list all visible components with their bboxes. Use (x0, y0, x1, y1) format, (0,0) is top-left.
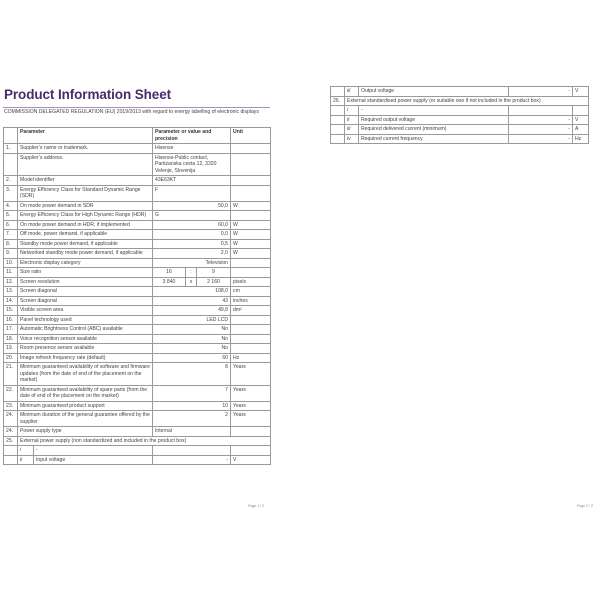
row-parameter: Off mode, power demand, if applicable (18, 230, 153, 240)
row-unit (231, 144, 271, 154)
row-parameter: Minimum guaranteed availability of software and firmware updates (from the date of end of the placement on the market) (18, 363, 153, 386)
row-unit (231, 334, 271, 344)
regulation-subtitle: COMMISSION DELEGATED REGULATION (EU) 2019/2013 with regard to energy labelling of electronic displays (4, 109, 259, 115)
row-number: 25. (4, 436, 18, 446)
table-sub-row (331, 125, 589, 135)
sub-value (509, 106, 573, 116)
row-unit (231, 315, 271, 325)
table-row (4, 249, 271, 259)
row-number-empty (331, 134, 345, 144)
table-row (4, 230, 271, 240)
row-value: G (153, 211, 231, 221)
table-row (4, 427, 271, 437)
row-unit: W (231, 201, 271, 211)
table-row (4, 153, 271, 176)
row-value: No (153, 325, 231, 335)
row-unit: Years (231, 385, 271, 401)
row-number: 11. (4, 268, 18, 278)
table-row (4, 201, 271, 211)
row-number: 14. (4, 296, 18, 306)
row-parameter: Automatic Brightness Control (ABC) available (18, 325, 153, 335)
table-row (4, 296, 271, 306)
row-number-empty (331, 115, 345, 125)
table-row (4, 306, 271, 316)
row-value: 8 (153, 363, 231, 386)
row-number: 5. (4, 211, 18, 221)
spec-table-continued (330, 86, 589, 144)
row-number: 13. (4, 287, 18, 297)
row-unit: W (231, 249, 271, 259)
row-parameter: Screen diagonal (18, 296, 153, 306)
table-row (4, 363, 271, 386)
row-unit (231, 344, 271, 354)
sub-unit: A (573, 125, 589, 135)
table-header-row (4, 128, 271, 144)
row-unit: Years (231, 363, 271, 386)
row-unit: Years (231, 401, 271, 411)
row-parameter: Electronic display category (18, 258, 153, 268)
row-section-text: External power supply (non standardized and included in the product box) (18, 436, 271, 446)
row-unit (231, 211, 271, 221)
row-value: 108,0 (153, 287, 231, 297)
row-parameter: Energy Efficiency Class for High Dynamic Range (HDR) (18, 211, 153, 221)
row-value: 2,0 (153, 249, 231, 259)
row-value: 0,5 (153, 239, 231, 249)
row-value: 7 (153, 385, 231, 401)
page-number: Page 1 / 2 (248, 504, 264, 508)
row-value: 60,0 (153, 220, 231, 230)
header-parameter: Parameter (18, 128, 153, 144)
row-parameter: Standby mode power demand, if applicable (18, 239, 153, 249)
table-sub-row (331, 134, 589, 144)
sub-value (153, 446, 231, 456)
sub-unit: V (231, 455, 271, 465)
spec-table (3, 127, 271, 465)
row-value: 0,0 (153, 230, 231, 240)
table-row (4, 211, 271, 221)
table-sub-row (331, 115, 589, 125)
row-value: Hisense-Public contact, Partizanska cesta 12, 3320 Velenje, Slovenija (153, 153, 231, 176)
row-number: 16. (4, 315, 18, 325)
sub-parameter: Required delivered current (minimum) (359, 125, 509, 135)
table-row (4, 239, 271, 249)
row-number-empty (331, 87, 345, 97)
row-number: 24. (4, 411, 18, 427)
row-unit (231, 427, 271, 437)
row-value-a: 16 (153, 268, 186, 278)
table-row (4, 344, 271, 354)
row-parameter: Screen diagonal (18, 287, 153, 297)
row-unit: Hz (231, 353, 271, 363)
sub-index: ii (18, 455, 34, 465)
row-number: 26. (331, 96, 345, 106)
sub-index: iv (345, 134, 359, 144)
sub-value: - (509, 87, 573, 97)
row-unit (231, 185, 271, 201)
row-number: 8. (4, 239, 18, 249)
sub-parameter: Required output voltage (359, 115, 509, 125)
table-row (4, 258, 271, 268)
row-unit: cm (231, 287, 271, 297)
sub-parameter: Required current frequency (359, 134, 509, 144)
row-parameter: Voice recognition sensor available (18, 334, 153, 344)
row-number-empty (4, 446, 18, 456)
sub-unit: Hz (573, 134, 589, 144)
row-number: 21. (4, 363, 18, 386)
table-sub-row (4, 446, 271, 456)
row-unit (231, 153, 271, 176)
row-number: 24. (4, 427, 18, 437)
row-value: No (153, 344, 231, 354)
page-2 (327, 86, 600, 514)
table-sub-row (331, 106, 589, 116)
table-row (4, 176, 271, 186)
row-value: F (153, 185, 231, 201)
row-parameter: Minimum guaranteed product support (18, 401, 153, 411)
row-value: 49,8 (153, 306, 231, 316)
row-number: 20. (4, 353, 18, 363)
row-parameter: Minimum duration of the general guarantee offered by the supplier (18, 411, 153, 427)
row-unit (231, 325, 271, 335)
title-divider (3, 107, 270, 108)
table-row (4, 277, 271, 287)
sub-value: - (509, 115, 573, 125)
row-parameter: On mode power demand in HDR, if implemented (18, 220, 153, 230)
header-value: Parameter or value and precision (153, 128, 231, 144)
row-number: 22. (4, 385, 18, 401)
row-value: 43 (153, 296, 231, 306)
sub-value: - (153, 455, 231, 465)
row-unit (231, 176, 271, 186)
table-sub-row (4, 455, 271, 465)
row-parameter: Supplier’s address. (18, 153, 153, 176)
row-number-empty (331, 106, 345, 116)
table-row (4, 287, 271, 297)
table-row (4, 325, 271, 335)
sub-value: - (509, 125, 573, 135)
table-row (4, 385, 271, 401)
row-value: 43E63KT (153, 176, 231, 186)
row-value: 50,0 (153, 201, 231, 211)
row-unit (231, 268, 271, 278)
row-unit: dm² (231, 306, 271, 316)
table-row (4, 401, 271, 411)
row-number-empty (331, 125, 345, 135)
row-parameter: Visible screen area (18, 306, 153, 316)
row-number: 19. (4, 344, 18, 354)
row-number: 23. (4, 401, 18, 411)
row-section-text: External standardised power supply (or suitable one if not included in the product box) (345, 96, 589, 106)
row-parameter: Power supply type (18, 427, 153, 437)
table-row (4, 220, 271, 230)
row-value: 10 (153, 401, 231, 411)
row-value-separator: : (186, 268, 197, 278)
row-value: Hisense (153, 144, 231, 154)
row-value: No (153, 334, 231, 344)
row-value-b: 2 160 (197, 277, 231, 287)
table-row (4, 315, 271, 325)
sub-parameter: - (34, 446, 153, 456)
row-unit: Years (231, 411, 271, 427)
row-unit: W (231, 220, 271, 230)
row-value: Television (153, 258, 231, 268)
row-parameter: On mode power demand in SDR (18, 201, 153, 211)
sub-unit: V (573, 115, 589, 125)
table-row (4, 185, 271, 201)
sub-unit (231, 446, 271, 456)
sub-parameter: Output voltage (359, 87, 509, 97)
table-row (331, 96, 589, 106)
page-1 (0, 86, 272, 514)
table-row (4, 436, 271, 446)
row-number: 2. (4, 176, 18, 186)
row-parameter: Image refresh frequency rate (default) (18, 353, 153, 363)
row-parameter: Screen resolution (18, 277, 153, 287)
row-number: 7. (4, 230, 18, 240)
row-parameter: Panel technology used (18, 315, 153, 325)
page-number: Page 2 / 2 (577, 504, 593, 508)
table-row (4, 144, 271, 154)
row-value-b: 9 (197, 268, 231, 278)
row-parameter: Model identifier (18, 176, 153, 186)
row-number: 18. (4, 334, 18, 344)
table-row (4, 411, 271, 427)
row-number: 4. (4, 201, 18, 211)
sub-index: iii (345, 125, 359, 135)
row-value: 2 (153, 411, 231, 427)
row-value-a: 3 840 (153, 277, 186, 287)
row-parameter: Minimum guaranteed availability of spare parts (from the date of end of the placement on the market) (18, 385, 153, 401)
row-parameter: Room presence sensor available (18, 344, 153, 354)
row-unit: pixels (231, 277, 271, 287)
row-value: Internal (153, 427, 231, 437)
row-number: 6. (4, 220, 18, 230)
row-number: 1. (4, 144, 18, 154)
row-value: 60 (153, 353, 231, 363)
sub-unit (573, 106, 589, 116)
sub-index: i (345, 106, 359, 116)
row-unit (231, 258, 271, 268)
sub-unit: V (573, 87, 589, 97)
table-sub-row (331, 87, 589, 97)
row-number: 17. (4, 325, 18, 335)
header-unit: Unit (231, 128, 271, 144)
row-number-empty (4, 455, 18, 465)
row-number: 3. (4, 185, 18, 201)
sub-parameter: Input voltage (34, 455, 153, 465)
row-unit: W (231, 239, 271, 249)
table-row (4, 334, 271, 344)
row-parameter: Size ratio (18, 268, 153, 278)
sub-index: iii (345, 87, 359, 97)
row-unit: W (231, 230, 271, 240)
row-value: LED LCD (153, 315, 231, 325)
row-number: 15. (4, 306, 18, 316)
table-row (4, 268, 271, 278)
row-number: 10. (4, 258, 18, 268)
sub-parameter: - (359, 106, 509, 116)
row-number: 9. (4, 249, 18, 259)
header-num-cell (4, 128, 18, 144)
row-parameter: Networked standby mode power demand, if applicable (18, 249, 153, 259)
row-value-separator: x (186, 277, 197, 287)
sub-index: i (18, 446, 34, 456)
sub-index: ii (345, 115, 359, 125)
sub-value: - (509, 134, 573, 144)
row-parameter: Energy Efficiency Class for Standard Dynamic Range (SDR) (18, 185, 153, 201)
sheet-title: Product Information Sheet (4, 87, 172, 102)
row-number (4, 153, 18, 176)
table-row (4, 353, 271, 363)
row-parameter: Supplier’s name or trademark. (18, 144, 153, 154)
row-number: 12. (4, 277, 18, 287)
row-unit: inches (231, 296, 271, 306)
